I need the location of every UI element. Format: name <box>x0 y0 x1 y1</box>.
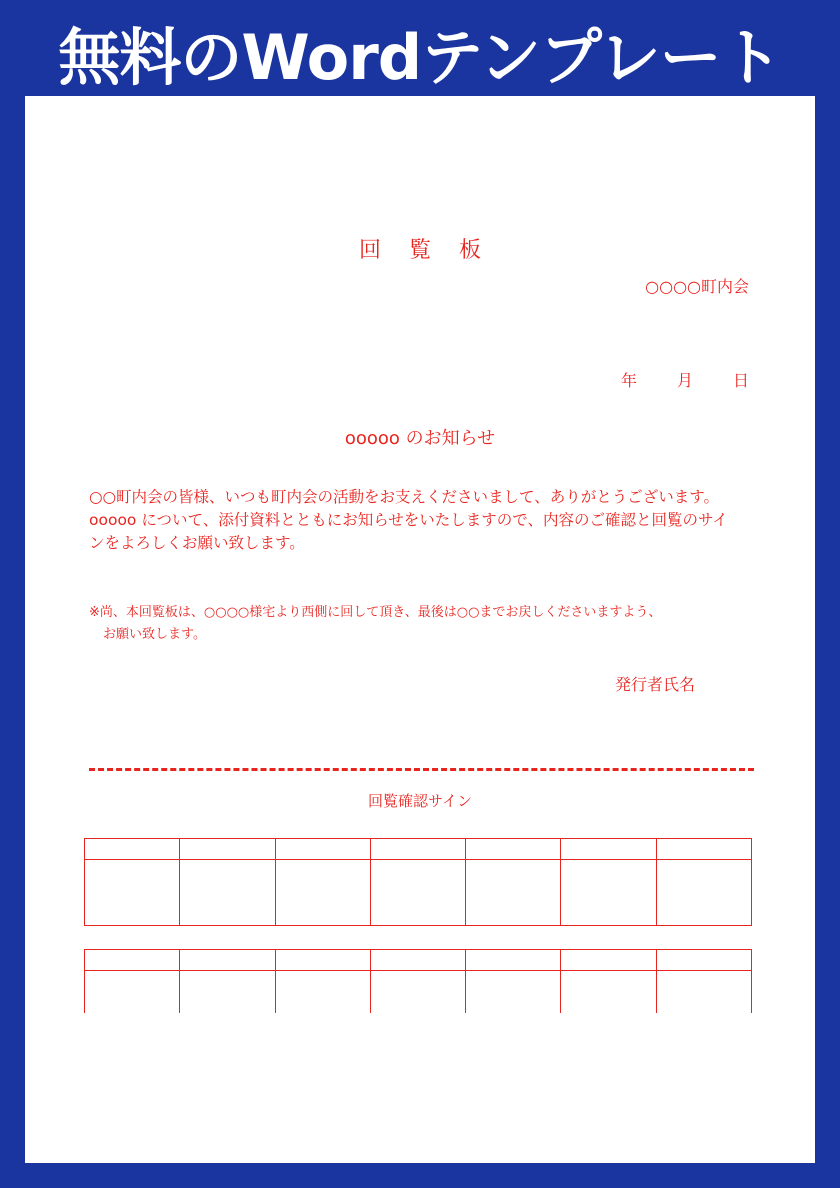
document-title-char: 回 <box>358 238 381 263</box>
sign-table-row <box>85 860 752 926</box>
issuer-name: 発行者氏名 <box>615 675 696 694</box>
date-month: 月 <box>676 371 693 390</box>
body-text <box>89 486 739 555</box>
sign-header-cell <box>656 950 751 971</box>
sign-cell <box>275 860 370 926</box>
sign-header-cell <box>85 950 180 971</box>
date-line <box>621 370 749 392</box>
sign-cell <box>466 860 561 926</box>
sign-cell <box>180 971 275 1014</box>
sign-table <box>84 838 752 926</box>
sign-cell <box>466 971 561 1014</box>
document-title-char: 板 <box>459 238 482 263</box>
organization-name: ○○○○町内会 <box>645 277 749 296</box>
sign-table-header-row <box>85 839 752 860</box>
sign-header-cell <box>561 839 656 860</box>
sign-cell <box>370 860 465 926</box>
sign-table <box>84 949 752 1013</box>
body-paragraph: ooooo について、添付資料とともにお知らせをいたしますので、内容のご確認と回覧のサインをよろしくお願い致します。 <box>89 511 728 552</box>
sign-header-cell <box>275 839 370 860</box>
sign-header-cell <box>466 950 561 971</box>
notice-subject: ooooo のお知らせ <box>344 428 496 449</box>
dashed-divider <box>89 768 754 771</box>
sign-header-cell <box>466 839 561 860</box>
sign-cell <box>180 860 275 926</box>
sign-table-row <box>85 971 752 1014</box>
note-text <box>89 602 769 646</box>
sign-cell <box>561 971 656 1014</box>
sign-header-cell <box>656 839 751 860</box>
sign-cell <box>656 860 751 926</box>
note-line: お願い致します。 <box>103 627 206 642</box>
date-day: 日 <box>732 371 749 390</box>
note-line: ※尚、本回覧板は、○○○○様宅より西側に回して頂き、最後は○○までお戻しくださいますよう、 <box>89 605 662 620</box>
document-title <box>25 236 815 266</box>
sign-section-title: 回覧確認サイン <box>368 792 472 810</box>
sign-cell <box>656 971 751 1014</box>
sign-header-cell <box>275 950 370 971</box>
document-title-char: 覧 <box>408 238 431 263</box>
sign-header-cell <box>180 839 275 860</box>
document-page <box>25 96 815 1163</box>
sign-header-cell <box>370 950 465 971</box>
sign-header-cell <box>85 839 180 860</box>
sign-cell <box>275 971 370 1014</box>
sign-cell <box>85 860 180 926</box>
sign-cell <box>85 971 180 1014</box>
banner-title: 無料のWordテンプレート <box>58 21 782 94</box>
sign-cell <box>370 971 465 1014</box>
body-paragraph: ○○町内会の皆様、いつも町内会の活動をお支えくださいまして、ありがとうございます。 <box>89 488 720 506</box>
sign-table-header-row <box>85 950 752 971</box>
sign-header-cell <box>180 950 275 971</box>
sign-header-cell <box>370 839 465 860</box>
sign-header-cell <box>561 950 656 971</box>
sign-cell <box>561 860 656 926</box>
date-year: 年 <box>620 371 637 390</box>
